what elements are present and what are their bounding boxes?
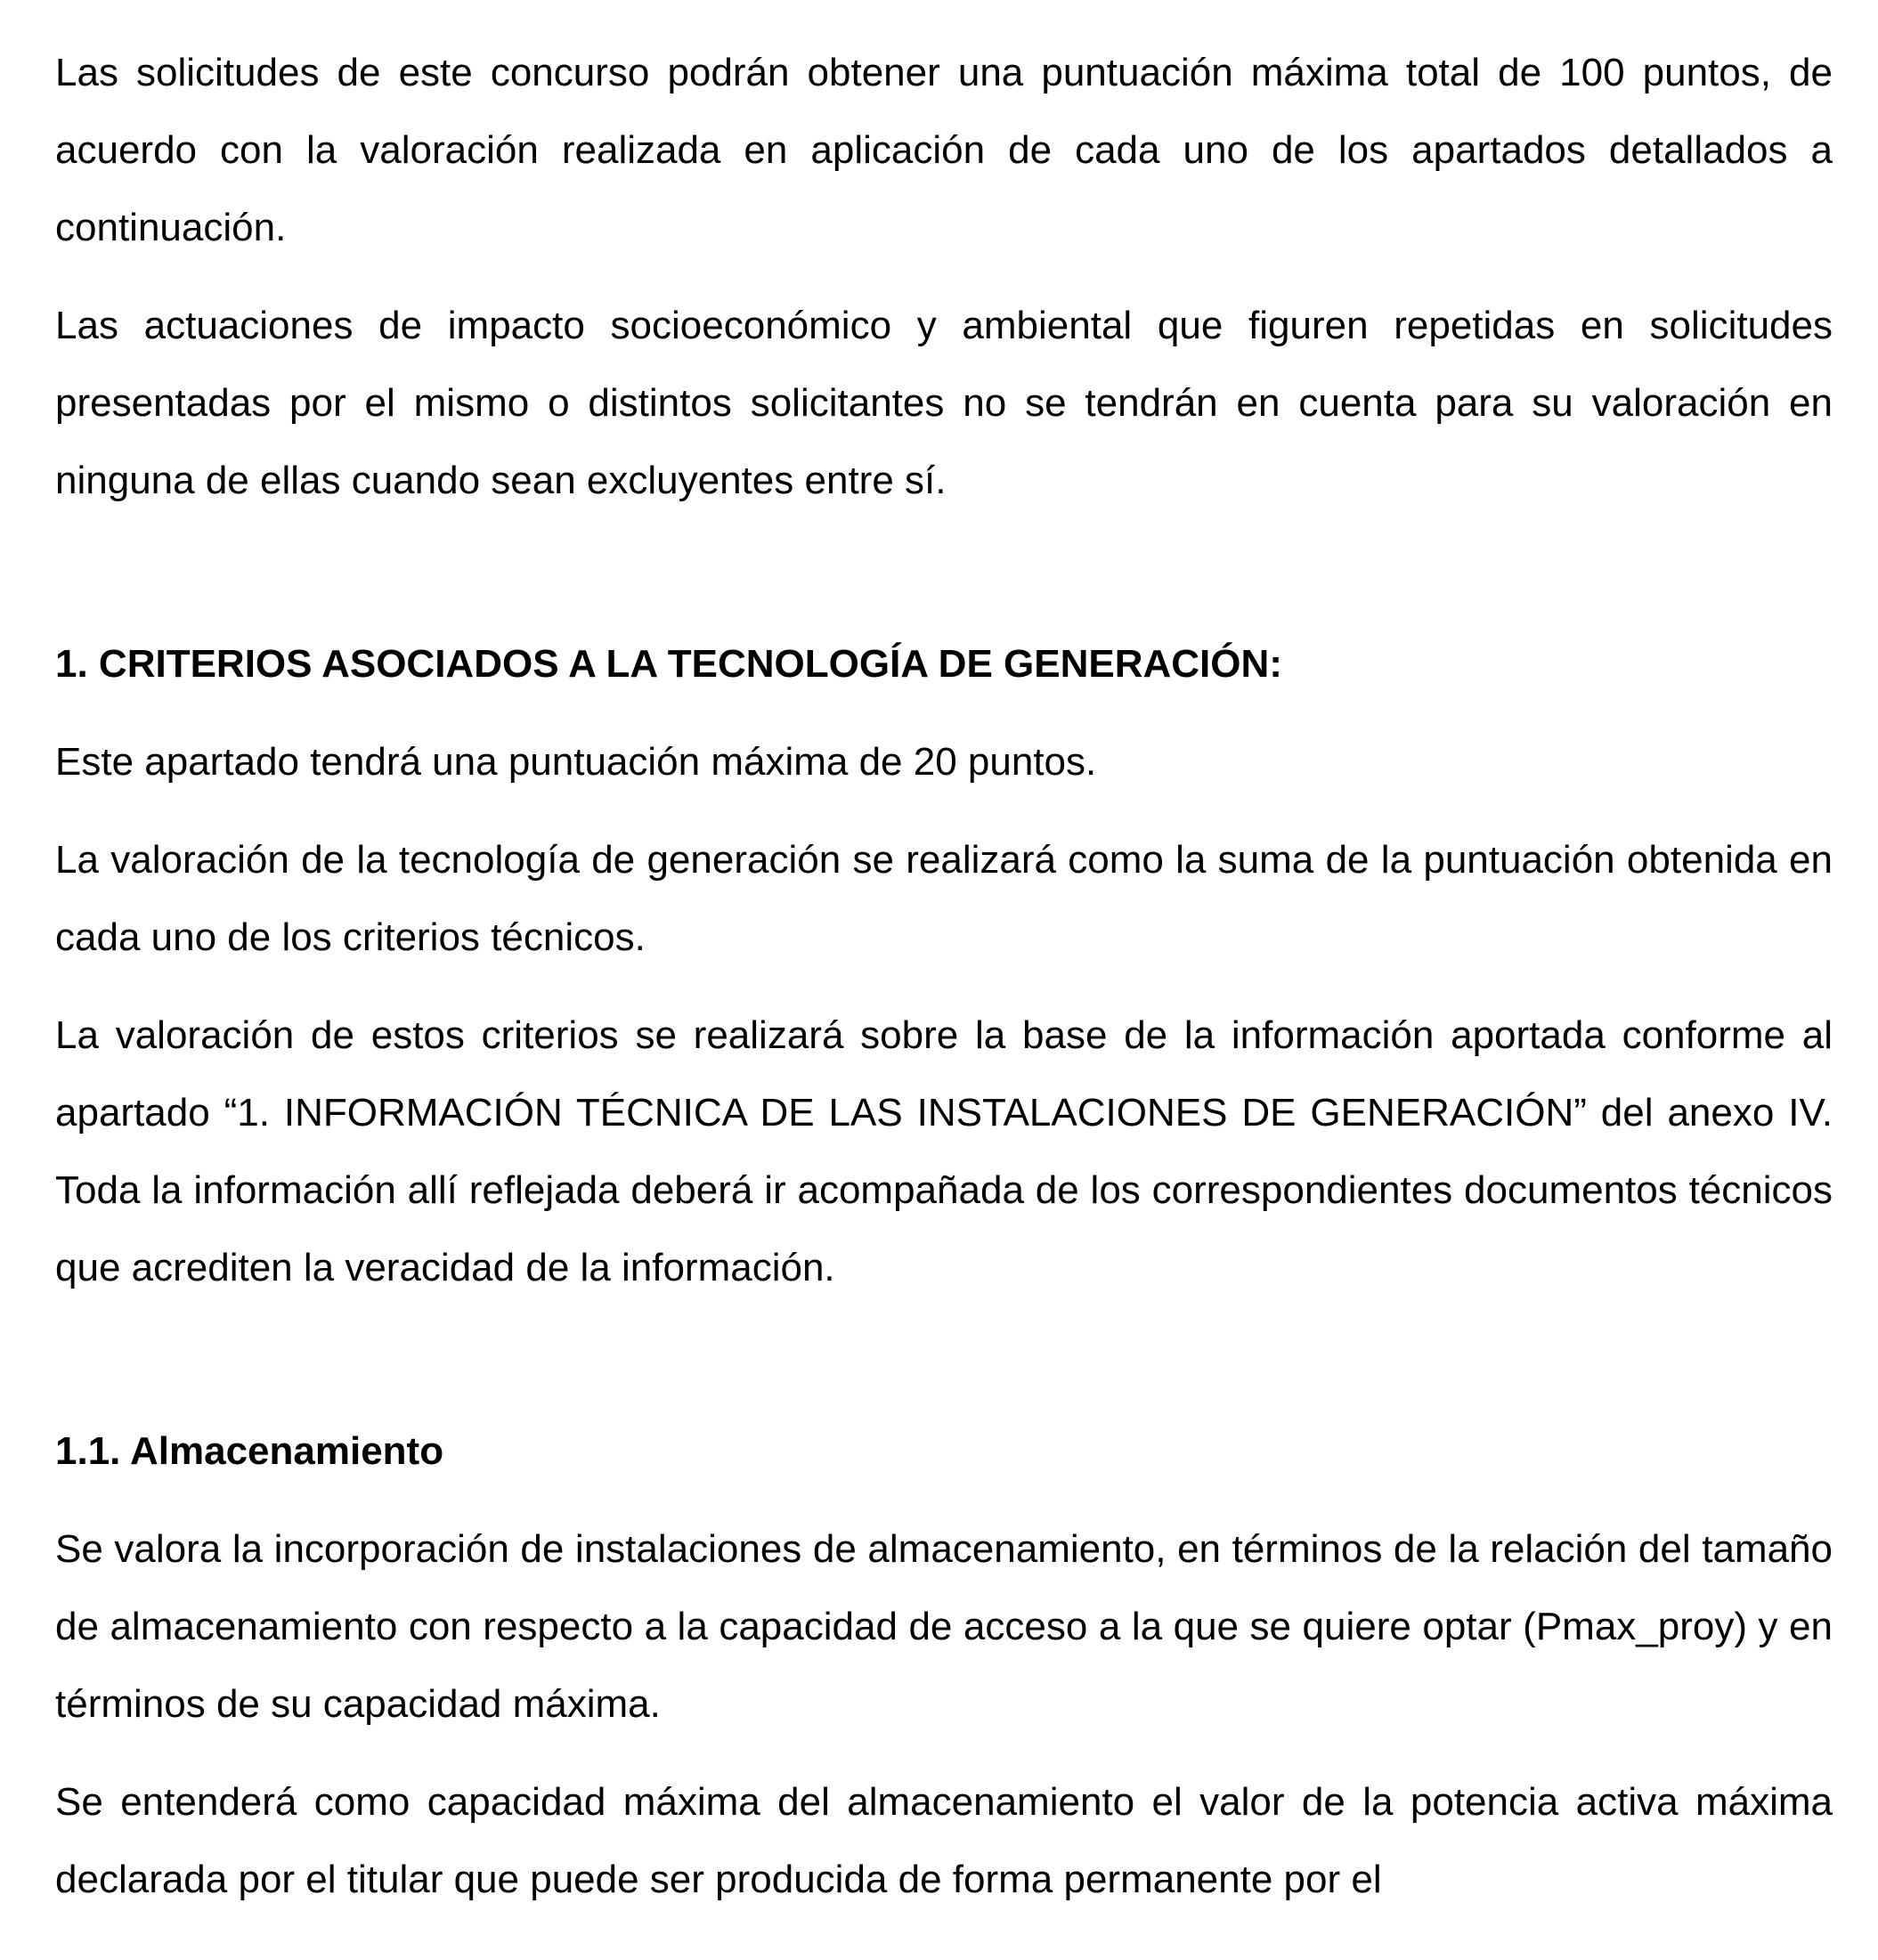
intro-paragraph-2: Las actuaciones de impacto socioeconómico y ambiental que figuren repetidas en solicitudes presentadas por el mismo o distintos solicitantes no se tendrán en cuenta para su valoración en ninguna de ellas cuando sean excluyentes entre sí. (55, 304, 1833, 502)
section-1-1-paragraph-1: Se valora la incorporación de instalaciones de almacenamiento, en términos de la relación del tamaño de almacenamiento con respecto a la capacidad de acceso a la que se quiere optar (Pmax_proy) y en términos de su capacidad máxima. (55, 1527, 1833, 1726)
section-1-paragraph-1: Este apartado tendrá una puntuación máxima de 20 puntos. (55, 740, 1097, 784)
section-1-paragraph-3: La valoración de estos criterios se realizará sobre la base de la información aportada conforme al apartado “1. INFORMACIÓN TÉCNICA DE LAS INSTALACIONES DE GENERACIÓN” del anexo IV. Toda la información allí reflejada deberá ir acompañada de los correspondientes documentos técnicos que acrediten la veracidad de la información. (55, 1013, 1833, 1289)
section-spacer (55, 540, 1833, 625)
section-spacer (55, 1327, 1833, 1412)
section-1-heading: 1. CRITERIOS ASOCIADOS A LA TECNOLOGÍA DE GENERACIÓN: (55, 642, 1282, 686)
intro-paragraph-1: Las solicitudes de este concurso podrán obtener una puntuación máxima total de 100 puntos, de acuerdo con la valoración realizada en aplicación de cada uno de los apartados detallados a continuación. (55, 51, 1833, 249)
document-page (55, 34, 1833, 1939)
section-1-1-heading: 1.1. Almacenamiento (55, 1429, 444, 1473)
section-1-paragraph-2: La valoración de la tecnología de generación se realizará como la suma de la puntuación obtenida en cada uno de los criterios técnicos. (55, 838, 1833, 959)
section-1-1-paragraph-2: Se entenderá como capacidad máxima del almacenamiento el valor de la potencia activa máxima declarada por el titular que puede ser producida de forma permanente por el (55, 1780, 1833, 1901)
